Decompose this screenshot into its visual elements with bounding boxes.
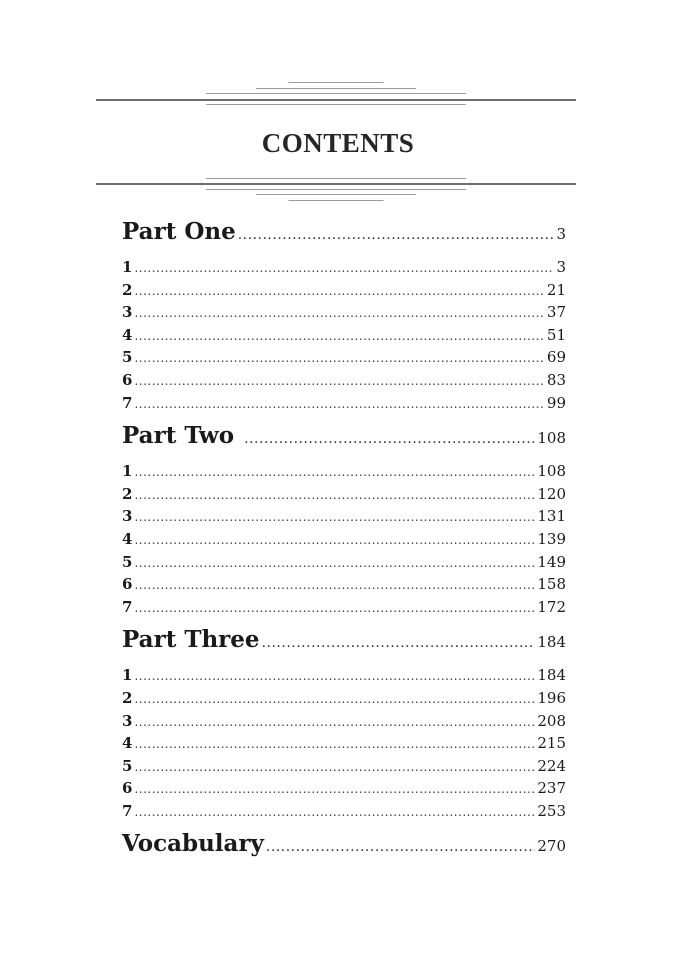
page-number: 99: [546, 393, 566, 412]
page-number: 158: [537, 575, 566, 594]
dot-leader: [134, 782, 535, 796]
page-number: 184: [537, 666, 566, 685]
part-three-group: [122, 626, 566, 824]
chapter-number: 6: [122, 370, 133, 389]
dot-leader: [238, 227, 555, 243]
dot-leader: [134, 692, 535, 706]
part-label: Part Two: [122, 422, 235, 450]
ornament-line: [206, 189, 466, 190]
page-number: 172: [537, 597, 566, 616]
page-number: 37: [546, 303, 566, 322]
dot-leader: [244, 431, 535, 447]
toc-chapter-entry[interactable]: [122, 712, 566, 735]
page-number: 3: [556, 225, 566, 243]
dot-leader: [134, 737, 535, 751]
toc-part-entry[interactable]: [122, 218, 566, 258]
chapter-number: 6: [122, 779, 133, 798]
dot-leader: [134, 760, 535, 774]
chapter-number: 7: [122, 801, 133, 820]
toc-chapter-entry[interactable]: [122, 281, 566, 304]
toc-chapter-entry[interactable]: [122, 326, 566, 349]
toc-chapter-entry[interactable]: [122, 553, 566, 576]
chapter-number: 7: [122, 597, 133, 616]
chapter-number: 5: [122, 552, 133, 571]
dot-leader: [134, 578, 535, 592]
toc-chapter-entry[interactable]: [122, 258, 566, 281]
chapter-number: 4: [122, 325, 133, 344]
chapter-number: 3: [122, 507, 133, 526]
page-number: 184: [537, 633, 566, 652]
part-label: Part One: [122, 218, 236, 245]
page-number: 237: [537, 779, 566, 798]
chapter-number: 1: [122, 666, 133, 685]
toc-chapter-entry[interactable]: [122, 394, 566, 417]
page-number: 139: [537, 529, 566, 548]
chapter-number: 1: [122, 462, 133, 481]
toc-chapter-entry[interactable]: [122, 689, 566, 712]
page-number: 120: [537, 484, 566, 503]
toc-chapter-entry[interactable]: [122, 485, 566, 508]
chapter-number: 2: [122, 688, 133, 707]
ornament-line: [256, 194, 416, 195]
chapter-number: 3: [122, 711, 133, 730]
chapter-number: 6: [122, 575, 133, 594]
toc-chapter-entry[interactable]: [122, 734, 566, 757]
ornament-line: [289, 200, 384, 201]
ornament-line: [206, 178, 466, 179]
page-number: 51: [546, 325, 566, 344]
toc-chapter-entry[interactable]: [122, 779, 566, 802]
ornament-line: [289, 82, 384, 83]
toc-part-entry[interactable]: [122, 626, 566, 666]
page-number: 253: [537, 801, 566, 820]
chapter-number: 5: [122, 756, 133, 775]
dot-leader: [134, 556, 535, 570]
table-of-contents: [122, 218, 566, 870]
toc-chapter-entry[interactable]: [122, 802, 566, 825]
page-number: 21: [546, 280, 566, 299]
page-number: 108: [537, 429, 566, 448]
dot-leader: [262, 635, 536, 651]
ornament-line: [206, 104, 466, 105]
bottom-ornament-rules: [96, 178, 576, 208]
ornament-line: [206, 93, 466, 94]
part-two-group: [122, 422, 566, 620]
dot-leader: [134, 397, 544, 411]
chapter-number: 2: [122, 484, 133, 503]
dot-leader: [134, 805, 535, 819]
dot-leader: [134, 465, 535, 479]
toc-chapter-entry[interactable]: [122, 371, 566, 394]
toc-chapter-entry[interactable]: [122, 757, 566, 780]
dot-leader: [134, 351, 544, 365]
dot-leader: [134, 488, 535, 502]
page-number: 215: [537, 734, 566, 753]
toc-part-entry[interactable]: [122, 422, 566, 462]
ornament-line-main: [96, 183, 576, 185]
page-number: 224: [537, 756, 566, 775]
toc-chapter-entry[interactable]: [122, 462, 566, 485]
dot-leader: [134, 284, 544, 298]
page-number: 83: [546, 370, 566, 389]
dot-leader: [134, 601, 535, 615]
dot-leader: [134, 533, 535, 547]
part-label: Part Three: [122, 626, 260, 654]
dot-leader: [134, 329, 544, 343]
page-number: 270: [537, 837, 566, 856]
toc-chapter-entry[interactable]: [122, 530, 566, 553]
dot-leader: [134, 510, 535, 524]
dot-leader: [134, 306, 544, 320]
dot-leader: [134, 261, 554, 275]
chapter-number: 4: [122, 529, 133, 548]
toc-chapter-entry[interactable]: [122, 348, 566, 371]
chapter-number: 3: [122, 303, 133, 322]
page-number: 3: [556, 258, 566, 276]
chapter-number: 2: [122, 280, 133, 299]
chapter-number: 1: [122, 258, 133, 276]
toc-chapter-entry[interactable]: [122, 507, 566, 530]
part-one-group: [122, 218, 566, 416]
page-title: CONTENTS: [261, 128, 415, 158]
dot-leader: [134, 715, 535, 729]
page-number: 69: [546, 348, 566, 367]
toc-chapter-entry[interactable]: [122, 303, 566, 326]
page-number: 108: [537, 462, 566, 481]
dot-leader: [134, 669, 535, 683]
top-ornament-rules: [96, 80, 576, 110]
dot-leader: [134, 374, 544, 388]
ornament-line: [256, 88, 416, 89]
vocabulary-label: Vocabulary: [122, 830, 264, 858]
chapter-number: 4: [122, 734, 133, 753]
page-number: 196: [537, 688, 566, 707]
toc-chapter-entry[interactable]: [122, 575, 566, 598]
page-number: 149: [537, 552, 566, 571]
page-number: 131: [537, 507, 566, 526]
ornament-line-main: [96, 99, 576, 101]
toc-vocabulary-entry[interactable]: [122, 830, 566, 870]
chapter-number: 7: [122, 393, 133, 412]
toc-chapter-entry[interactable]: [122, 598, 566, 621]
chapter-number: 5: [122, 348, 133, 367]
toc-chapter-entry[interactable]: [122, 666, 566, 689]
dot-leader: [266, 839, 535, 855]
page-number: 208: [537, 711, 566, 730]
